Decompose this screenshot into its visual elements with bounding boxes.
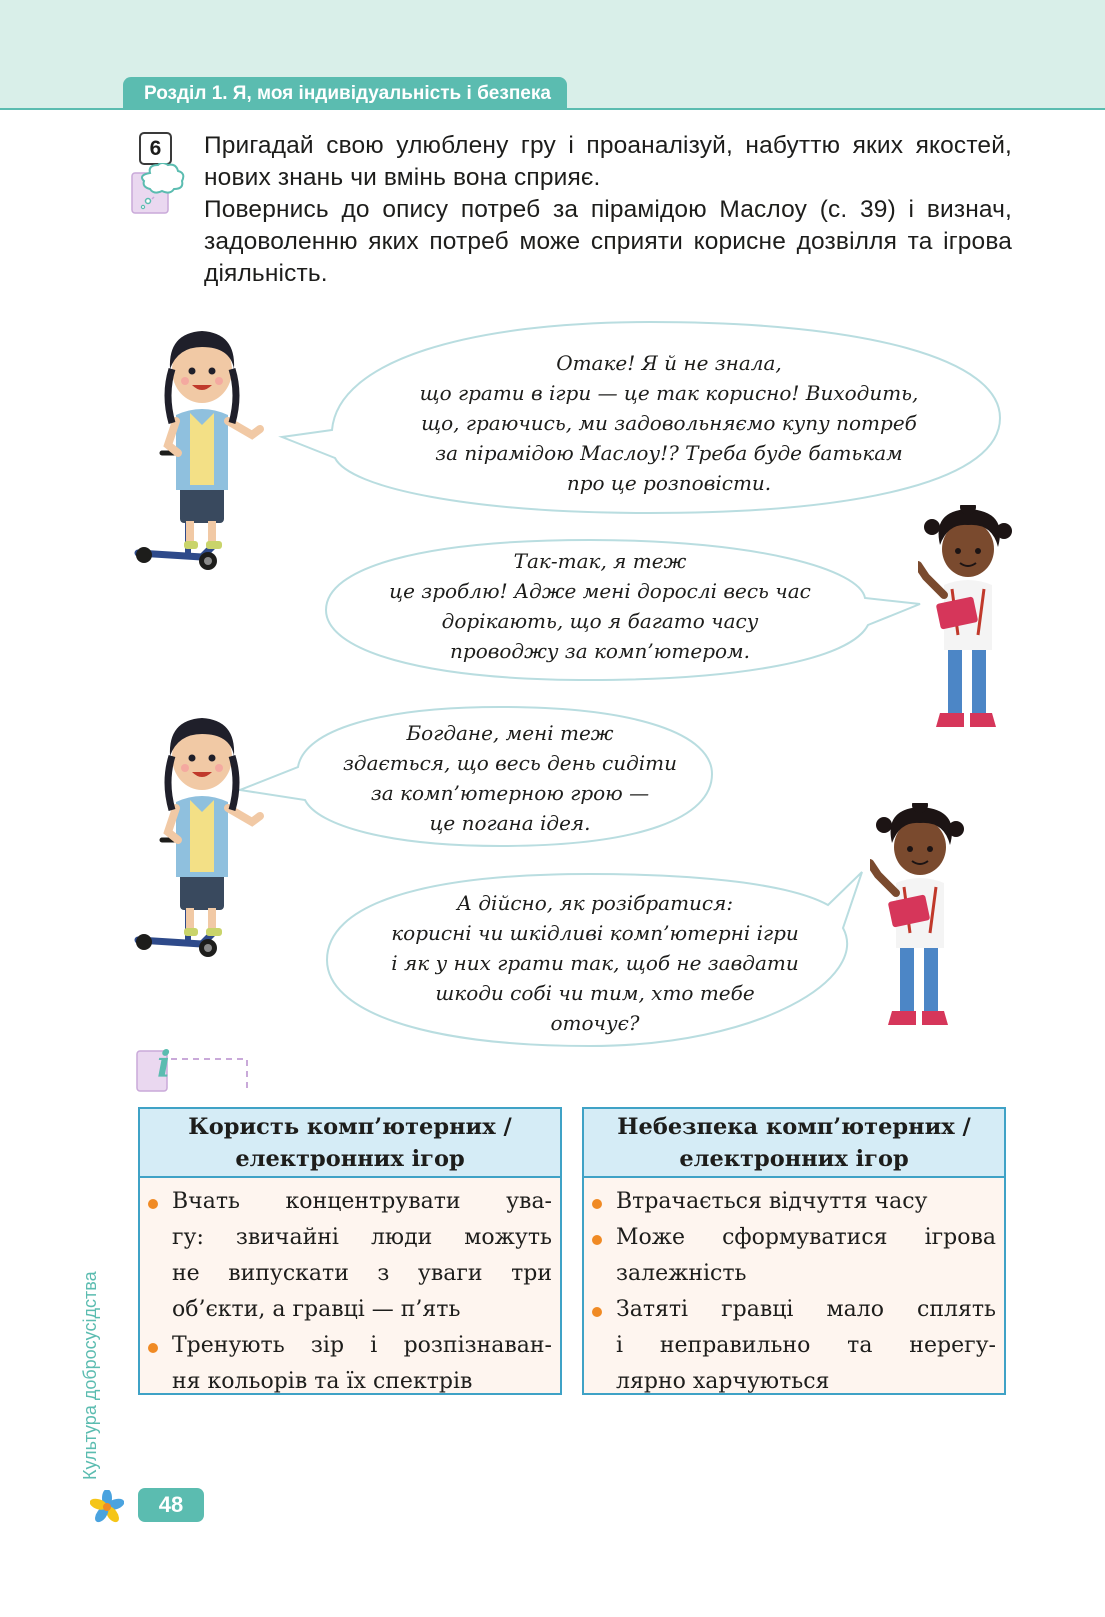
danger-item: Затяті гравці мало сплять і неправильно та нерегу- лярно харчуються: [616, 1292, 996, 1400]
side-caption: Культура добросусідства: [80, 1271, 100, 1480]
bullet-icon: [592, 1199, 602, 1209]
girl-with-scooter-illustration-1: [132, 325, 272, 580]
boy-with-book-illustration-1: [918, 505, 1018, 735]
page-number: 48: [138, 1488, 204, 1522]
flower-icon: [90, 1490, 124, 1524]
speech-text-3: Богдане, мені теж здається, що весь день сидіти за комп’ютерною грою — це погана ідея.: [343, 721, 677, 835]
task-paragraph-2: Повернись до опису потреб за пірамідою Маслоу (с. 39) і визнач, задоволенню яких потреб може сприяти корисне дозвілля та ігрова діяльність.: [204, 196, 1012, 287]
benefits-panel: [138, 1107, 562, 1395]
danger-item: Може сформуватися ігрова залежність: [616, 1220, 996, 1292]
speech-text-1: Отаке! Я й не знала, що грати в ігри — це так корисно! Виходить, що, граючись, ми задовольняємо купу потреб за пірамідою Маслоу!? Треба буде батькам про це розповісти.: [419, 351, 919, 495]
bullet-icon: [148, 1199, 158, 1209]
dangers-title: Небезпека комп’ютерних / електронних ігор: [584, 1109, 1004, 1178]
danger-item: Втрачається відчуття часу: [616, 1184, 996, 1220]
boy-with-book-illustration-2: [870, 803, 970, 1033]
bullet-icon: [592, 1307, 602, 1317]
bullet-icon: [592, 1235, 602, 1245]
dangers-panel: [582, 1107, 1006, 1395]
section-title: Розділ 1. Я, моя індивідуальність і безпека: [123, 77, 567, 110]
benefit-item: Тренують зір і розпізнаван- ня кольорів та їх спектрів: [172, 1328, 552, 1400]
bullet-icon: [148, 1343, 158, 1353]
task-number: 6: [139, 132, 172, 165]
info-icon: [135, 1037, 250, 1097]
benefit-item: Вчать концентрувати ува- гу: звичайні люди можуть не випускати з уваги три об’єкти, а гравці — п’ять: [172, 1184, 552, 1328]
speech-text-2: Так-так, я теж це зроблю! Адже мені дорослі весь час дорікають, що я багато часу проводжу за комп’ютером.: [389, 549, 811, 663]
girl-with-scooter-illustration-2: [132, 712, 272, 967]
task-paragraph-1: Пригадай свою улюблену гру і проаналізуй, набуттю яких якостей, нових знань чи вмінь вона сприяє.: [204, 132, 1012, 191]
speech-text-4: А дійсно, як розібратися: корисні чи шкідливі комп’ютерні ігри і як у них грати так, щоб не завдати шкоди собі чи тим, хто тебе оточує?: [391, 891, 799, 1035]
benefits-title: Користь комп’ютерних / електронних ігор: [140, 1109, 560, 1178]
svg-text:i: i: [157, 1044, 171, 1086]
